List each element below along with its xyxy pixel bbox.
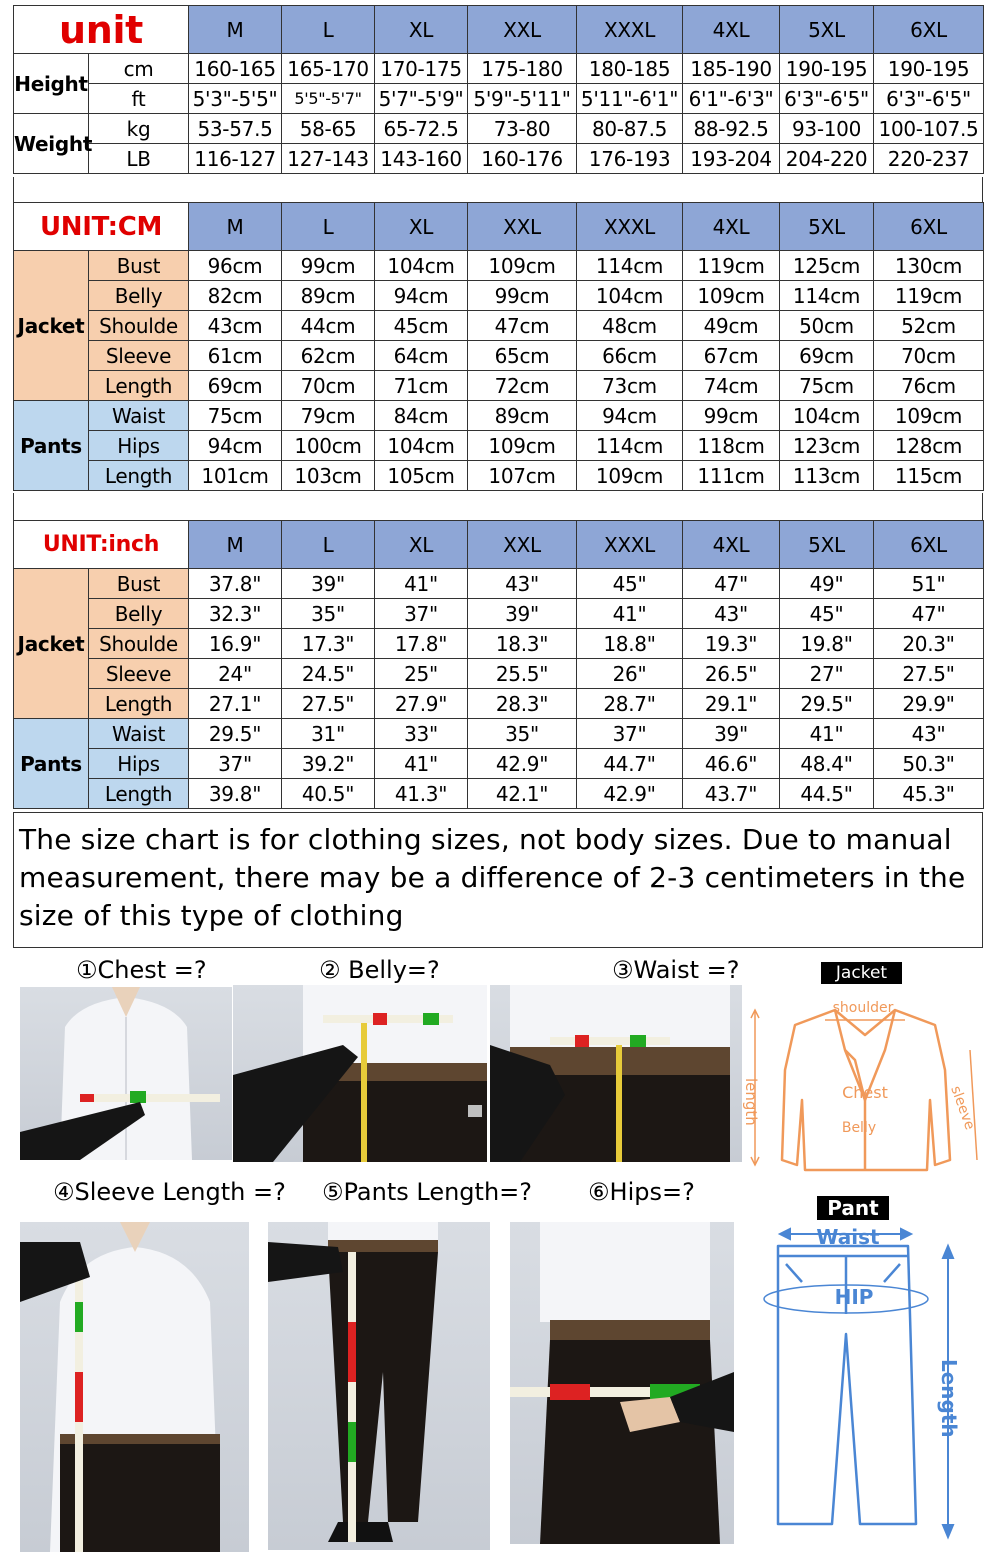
table-cell: 75cm: [780, 371, 874, 401]
table-cell: 42.1": [468, 779, 577, 809]
table3-title: UNIT:inch: [14, 521, 189, 569]
table-cell: 29.1": [683, 689, 780, 719]
table-cell: 109cm: [874, 401, 984, 431]
table-row: [14, 659, 984, 689]
waist-measure-photo: [490, 985, 742, 1162]
table-row: [14, 371, 984, 401]
size-header: L: [282, 203, 375, 251]
table-cell: 61cm: [189, 341, 282, 371]
size-table-cm: [13, 202, 984, 491]
table-cell: 104cm: [577, 281, 683, 311]
table-cell: 72cm: [468, 371, 577, 401]
table-cell: 105cm: [375, 461, 468, 491]
table-cell: 53-57.5: [189, 114, 282, 144]
table-cell: 104cm: [375, 251, 468, 281]
table-cell: 41": [375, 749, 468, 779]
size-header: XXL: [468, 6, 577, 54]
table-cell: 28.3": [468, 689, 577, 719]
table-row: [14, 281, 984, 311]
table-cell: 47": [874, 599, 984, 629]
unit-label: cm: [89, 54, 189, 84]
table-cell: 103cm: [282, 461, 375, 491]
table-cell: 116-127: [189, 144, 282, 174]
table-cell: 113cm: [780, 461, 874, 491]
table-cell: 24": [189, 659, 282, 689]
table-cell: 27.9": [375, 689, 468, 719]
table-cell: 27.1": [189, 689, 282, 719]
table-row: [14, 144, 984, 174]
table-cell: 48cm: [577, 311, 683, 341]
jacket-group-label: Jacket: [14, 251, 89, 401]
row-label: Belly: [89, 281, 189, 311]
table-cell: 79cm: [282, 401, 375, 431]
table-cell: 35": [282, 599, 375, 629]
table-cell: 50cm: [780, 311, 874, 341]
table-cell: 5'5"-5'7": [282, 84, 375, 114]
table-cell: 5'9"-5'11": [468, 84, 577, 114]
table-cell: 43cm: [189, 311, 282, 341]
table-cell: 109cm: [683, 281, 780, 311]
table-cell: 18.8": [577, 629, 683, 659]
table-cell: 6'3"-6'5": [874, 84, 984, 114]
table-row: [14, 749, 984, 779]
table-cell: 190-195: [780, 54, 874, 84]
table-cell: 190-195: [874, 54, 984, 84]
table-row: [14, 431, 984, 461]
table-cell: 100cm: [282, 431, 375, 461]
table-spacer: [13, 177, 983, 203]
table-cell: 65cm: [468, 341, 577, 371]
table-cell: 125cm: [780, 251, 874, 281]
height-label: Height: [14, 54, 89, 114]
table-cell: 41": [780, 719, 874, 749]
table-cell: 39": [683, 719, 780, 749]
table-row: [14, 599, 984, 629]
table-cell: 37.8": [189, 569, 282, 599]
table-cell: 19.8": [780, 629, 874, 659]
table-cell: 51": [874, 569, 984, 599]
table-cell: 176-193: [577, 144, 683, 174]
jacket-group-label: Jacket: [14, 569, 89, 719]
table-cell: 128cm: [874, 431, 984, 461]
pants-group-label: Pants: [14, 401, 89, 491]
table-cell: 62cm: [282, 341, 375, 371]
table-cell: 18.3": [468, 629, 577, 659]
table-cell: 45.3": [874, 779, 984, 809]
size-header: XXXL: [577, 203, 683, 251]
table-cell: 44.5": [780, 779, 874, 809]
table-cell: 39.8": [189, 779, 282, 809]
table-row: [14, 779, 984, 809]
table-row: [14, 689, 984, 719]
table-cell: 89cm: [468, 401, 577, 431]
table-cell: 143-160: [375, 144, 468, 174]
table-cell: 170-175: [375, 54, 468, 84]
row-label: Length: [89, 689, 189, 719]
table3-header-row: [14, 521, 984, 569]
belly-label: Belly: [841, 1120, 877, 1136]
table-cell: 47": [683, 569, 780, 599]
table-cell: 130cm: [874, 251, 984, 281]
table1-title: unit: [14, 6, 189, 54]
size-header: L: [282, 521, 375, 569]
table-spacer: [13, 493, 983, 521]
table-cell: 43": [683, 599, 780, 629]
table-cell: 48.4": [780, 749, 874, 779]
pants-group-label: Pants: [14, 719, 89, 809]
row-label: Sleeve: [89, 659, 189, 689]
table-cell: 220-237: [874, 144, 984, 174]
pant-length-label: Length: [937, 1359, 961, 1438]
size-header: 6XL: [874, 203, 984, 251]
table-cell: 73cm: [577, 371, 683, 401]
unit-label: kg: [89, 114, 189, 144]
table-cell: 71cm: [375, 371, 468, 401]
shoulder-label: shoulder: [832, 1000, 894, 1016]
table-cell: 5'7"-5'9": [375, 84, 468, 114]
row-label: Length: [89, 461, 189, 491]
table-cell: 165-170: [282, 54, 375, 84]
row-label: Shoulde: [89, 629, 189, 659]
table-cell: 39.2": [282, 749, 375, 779]
table-cell: 49cm: [683, 311, 780, 341]
table-row: [14, 84, 984, 114]
table-cell: 39": [468, 599, 577, 629]
table-row: [14, 251, 984, 281]
caption-belly: ② Belly=?: [319, 956, 440, 984]
table-cell: 64cm: [375, 341, 468, 371]
table-cell: 6'3"-6'5": [780, 84, 874, 114]
table-cell: 160-165: [189, 54, 282, 84]
table-cell: 29.9": [874, 689, 984, 719]
table-cell: 99cm: [468, 281, 577, 311]
size-header: 4XL: [683, 203, 780, 251]
size-header: XL: [375, 6, 468, 54]
size-header: 5XL: [780, 203, 874, 251]
size-table-inch: [13, 520, 984, 809]
table-cell: 43.7": [683, 779, 780, 809]
table-row: [14, 569, 984, 599]
table-cell: 41": [375, 569, 468, 599]
table-row: [14, 461, 984, 491]
table-cell: 44cm: [282, 311, 375, 341]
table-cell: 101cm: [189, 461, 282, 491]
table-cell: 43": [468, 569, 577, 599]
size-table-height-weight: [13, 5, 984, 174]
table-cell: 32.3": [189, 599, 282, 629]
table-cell: 204-220: [780, 144, 874, 174]
row-label: Length: [89, 779, 189, 809]
table-cell: 52cm: [874, 311, 984, 341]
size-header: 6XL: [874, 521, 984, 569]
table-cell: 29.5": [780, 689, 874, 719]
size-header: XXXL: [577, 521, 683, 569]
unit-label: LB: [89, 144, 189, 174]
row-label: Hips: [89, 431, 189, 461]
row-label: Waist: [89, 719, 189, 749]
caption-sleeve-length: ④Sleeve Length =?: [53, 1178, 286, 1206]
table-cell: 41": [577, 599, 683, 629]
row-label: Bust: [89, 251, 189, 281]
size-header: M: [189, 203, 282, 251]
table-cell: 16.9": [189, 629, 282, 659]
caption-waist: ③Waist =?: [612, 956, 740, 984]
table-cell: 46.6": [683, 749, 780, 779]
table-cell: 118cm: [683, 431, 780, 461]
table-cell: 66cm: [577, 341, 683, 371]
size-header: 6XL: [874, 6, 984, 54]
table-cell: 94cm: [189, 431, 282, 461]
table-cell: 74cm: [683, 371, 780, 401]
table-cell: 94cm: [375, 281, 468, 311]
table-cell: 35": [468, 719, 577, 749]
weight-label: Weight: [14, 114, 89, 174]
table-cell: 94cm: [577, 401, 683, 431]
unit-label: ft: [89, 84, 189, 114]
table-cell: 185-190: [683, 54, 780, 84]
table-cell: 84cm: [375, 401, 468, 431]
table-cell: 70cm: [874, 341, 984, 371]
size-header: XL: [375, 521, 468, 569]
caption-chest: ①Chest =?: [76, 956, 207, 984]
table-cell: 27.5": [874, 659, 984, 689]
row-label: Bust: [89, 569, 189, 599]
table-cell: 45": [577, 569, 683, 599]
table-cell: 82cm: [189, 281, 282, 311]
size-note: The size chart is for clothing sizes, not body sizes. Due to manual measurement, there may be a difference of 2-3 centimeters in the size of this type of clothing: [13, 812, 983, 948]
table-cell: 6'1"-6'3": [683, 84, 780, 114]
table-cell: 100-107.5: [874, 114, 984, 144]
pant-diagram: [758, 1224, 984, 1542]
table-cell: 69cm: [780, 341, 874, 371]
table-cell: 25": [375, 659, 468, 689]
table-cell: 76cm: [874, 371, 984, 401]
table-row: [14, 341, 984, 371]
table-cell: 180-185: [577, 54, 683, 84]
table-cell: 115cm: [874, 461, 984, 491]
table-cell: 104cm: [780, 401, 874, 431]
belly-measure-photo: [233, 985, 487, 1162]
size-header: XXL: [468, 521, 577, 569]
size-header: 4XL: [683, 521, 780, 569]
table-row: [14, 629, 984, 659]
table-cell: 75cm: [189, 401, 282, 431]
size-header: 5XL: [780, 6, 874, 54]
table-cell: 65-72.5: [375, 114, 468, 144]
table1-header-row: [14, 6, 984, 54]
table-cell: 70cm: [282, 371, 375, 401]
table-cell: 114cm: [577, 251, 683, 281]
chest-measure-photo: [20, 987, 232, 1160]
caption-hips: ⑥Hips=?: [588, 1178, 695, 1206]
table-cell: 123cm: [780, 431, 874, 461]
table-cell: 27.5": [282, 689, 375, 719]
table-cell: 49": [780, 569, 874, 599]
table-cell: 41.3": [375, 779, 468, 809]
table-row: [14, 719, 984, 749]
table-cell: 37": [189, 749, 282, 779]
table-row: [14, 114, 984, 144]
table-cell: 58-65: [282, 114, 375, 144]
row-label: Belly: [89, 599, 189, 629]
table-cell: 69cm: [189, 371, 282, 401]
size-header: 5XL: [780, 521, 874, 569]
size-header: M: [189, 6, 282, 54]
table-cell: 27": [780, 659, 874, 689]
table-cell: 109cm: [468, 251, 577, 281]
table-cell: 24.5": [282, 659, 375, 689]
table-cell: 42.9": [468, 749, 577, 779]
table-cell: 119cm: [874, 281, 984, 311]
table-cell: 99cm: [683, 401, 780, 431]
sleeve-label: sleeve: [947, 1083, 978, 1132]
table-cell: 29.5": [189, 719, 282, 749]
row-label: Hips: [89, 749, 189, 779]
jacket-diagram: [742, 990, 985, 1190]
table-cell: 127-143: [282, 144, 375, 174]
table-row: [14, 54, 984, 84]
table-cell: 80-87.5: [577, 114, 683, 144]
table-cell: 37": [375, 599, 468, 629]
table-cell: 25.5": [468, 659, 577, 689]
table-cell: 114cm: [780, 281, 874, 311]
table-cell: 114cm: [577, 431, 683, 461]
table-row: [14, 311, 984, 341]
table-cell: 37": [577, 719, 683, 749]
row-label: Length: [89, 371, 189, 401]
hip-label: HIP: [834, 1285, 874, 1309]
pants-length-measure-photo: [268, 1222, 490, 1550]
size-header: L: [282, 6, 375, 54]
table-cell: 109cm: [468, 431, 577, 461]
table-cell: 96cm: [189, 251, 282, 281]
table-cell: 109cm: [577, 461, 683, 491]
row-label: Sleeve: [89, 341, 189, 371]
table-cell: 119cm: [683, 251, 780, 281]
row-label: Shoulde: [89, 311, 189, 341]
table-cell: 20.3": [874, 629, 984, 659]
waist-label: Waist: [816, 1225, 880, 1249]
table-cell: 26.5": [683, 659, 780, 689]
table-cell: 104cm: [375, 431, 468, 461]
table-cell: 43": [874, 719, 984, 749]
table-cell: 5'11"-6'1": [577, 84, 683, 114]
sleeve-length-measure-photo: [20, 1222, 249, 1552]
size-header: XXL: [468, 203, 577, 251]
table-cell: 5'3"-5'5": [189, 84, 282, 114]
table-cell: 193-204: [683, 144, 780, 174]
table-cell: 26": [577, 659, 683, 689]
chest-label: Chest: [842, 1083, 888, 1102]
pant-diagram-badge: Pant: [817, 1196, 889, 1220]
row-label: Waist: [89, 401, 189, 431]
table-row: [14, 401, 984, 431]
table-cell: 88-92.5: [683, 114, 780, 144]
table2-header-row: [14, 203, 984, 251]
table-cell: 45cm: [375, 311, 468, 341]
table-cell: 175-180: [468, 54, 577, 84]
table-cell: 107cm: [468, 461, 577, 491]
size-header: XXXL: [577, 6, 683, 54]
table-cell: 89cm: [282, 281, 375, 311]
table-cell: 17.8": [375, 629, 468, 659]
table-cell: 99cm: [282, 251, 375, 281]
table-cell: 50.3": [874, 749, 984, 779]
hips-measure-photo: [510, 1222, 734, 1544]
size-header: XL: [375, 203, 468, 251]
table2-title: UNIT:CM: [14, 203, 189, 251]
size-header: 4XL: [683, 6, 780, 54]
caption-pants-length: ⑤Pants Length=?: [322, 1178, 532, 1206]
table-cell: 47cm: [468, 311, 577, 341]
table-cell: 44.7": [577, 749, 683, 779]
table-cell: 28.7": [577, 689, 683, 719]
table-cell: 160-176: [468, 144, 577, 174]
table-cell: 31": [282, 719, 375, 749]
table-cell: 40.5": [282, 779, 375, 809]
table-cell: 33": [375, 719, 468, 749]
table-cell: 39": [282, 569, 375, 599]
table-cell: 73-80: [468, 114, 577, 144]
table-cell: 67cm: [683, 341, 780, 371]
table-cell: 111cm: [683, 461, 780, 491]
table-cell: 17.3": [282, 629, 375, 659]
table-cell: 93-100: [780, 114, 874, 144]
table-cell: 19.3": [683, 629, 780, 659]
length-label: length: [742, 1078, 760, 1126]
table-cell: 45": [780, 599, 874, 629]
size-header: M: [189, 521, 282, 569]
table-cell: 42.9": [577, 779, 683, 809]
jacket-diagram-badge: Jacket: [821, 962, 902, 984]
